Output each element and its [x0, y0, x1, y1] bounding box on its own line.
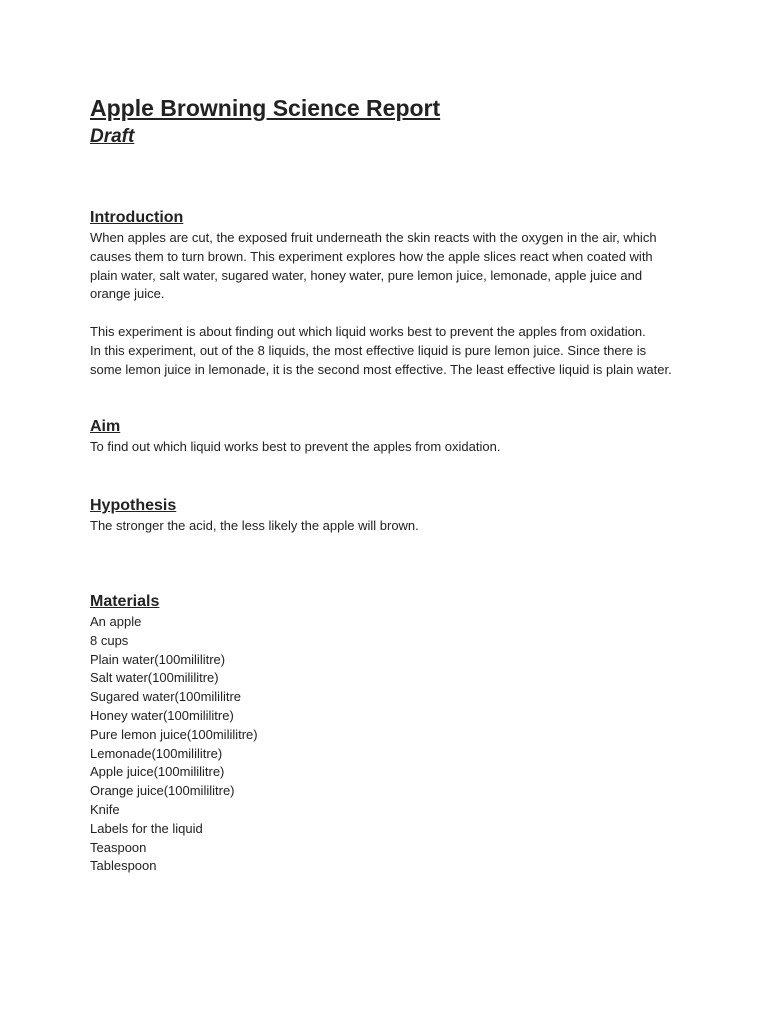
materials-section — [90, 591, 680, 876]
introduction-heading: Introduction — [90, 209, 184, 226]
list-item: Knife — [90, 801, 120, 817]
list-item: Salt water(100mililitre) — [90, 670, 219, 686]
list-item: Plain water(100mililitre) — [90, 651, 226, 667]
document-page — [90, 93, 680, 876]
aim-text: To find out which liquid works best to prevent the apples from oxidation. — [90, 439, 501, 455]
aim-section — [90, 416, 680, 457]
materials-list — [90, 613, 680, 876]
list-item: Lemonade(100mililitre) — [90, 745, 223, 761]
materials-heading: Materials — [90, 592, 160, 610]
hypothesis-section — [90, 495, 680, 536]
introduction-paragraph: In this experiment, out of the 8 liquids, the most effective liquid is pure lemon juice. Since there is some lemon juice in lemonade, it is the second most effective. The least effective liquid is plain water. — [90, 342, 672, 377]
hypothesis-text: The stronger the acid, the less likely the apple will brown. — [90, 518, 419, 534]
document-subtitle: Draft — [90, 126, 135, 147]
list-item: Pure lemon juice(100mililitre) — [90, 726, 258, 742]
list-item: 8 cups — [90, 632, 129, 648]
hypothesis-heading: Hypothesis — [90, 497, 177, 515]
aim-heading: Aim — [90, 418, 121, 436]
list-item: Apple juice(100mililitre) — [90, 764, 225, 780]
list-item: Sugared water(100mililitre — [90, 689, 242, 705]
list-item: Tablespoon — [90, 858, 157, 874]
introduction-paragraph: When apples are cut, the exposed fruit underneath the skin reacts with the oxygen in the air, which causes them to turn brown. This experiment explores how the apple slices react when coated with plain water, salt water, sugared water, honey water, pure lemon juice, lemonade, apple juice and orange juice. — [90, 230, 657, 302]
introduction-section — [90, 207, 680, 379]
list-item: An apple — [90, 613, 142, 629]
list-item: Orange juice(100mililitre) — [90, 783, 235, 799]
list-item: Labels for the liquid — [90, 820, 203, 836]
document-title: Apple Browning Science Report — [90, 95, 441, 121]
introduction-paragraph: This experiment is about finding out which liquid works best to prevent the apples from oxidation. — [90, 323, 646, 339]
list-item: Teaspoon — [90, 839, 147, 855]
list-item: Honey water(100mililitre) — [90, 707, 234, 723]
